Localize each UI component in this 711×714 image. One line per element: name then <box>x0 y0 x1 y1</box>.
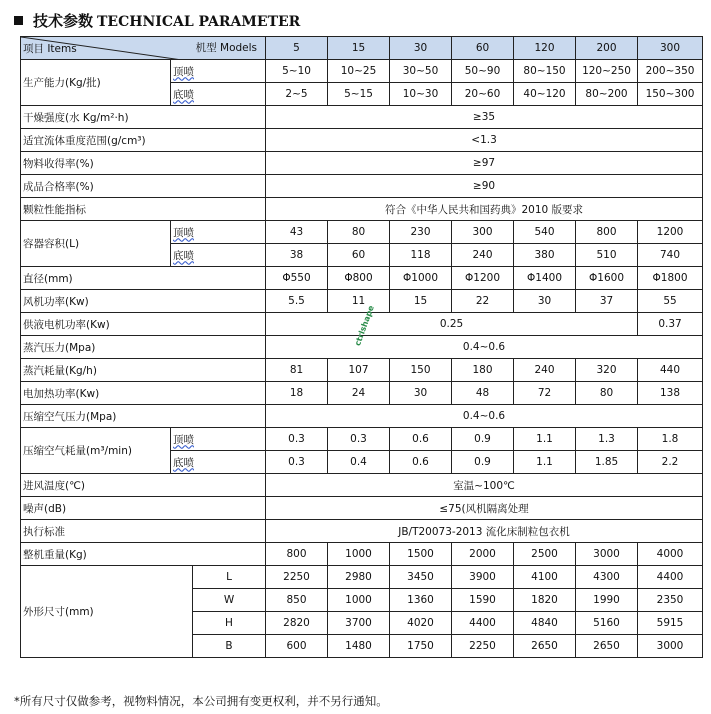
table-row-noise <box>21 497 703 520</box>
row-label: 电加热功率(Kw) <box>21 382 266 405</box>
value-cell: 30~50 <box>390 60 452 83</box>
value-cell: 1500 <box>390 543 452 566</box>
value-cell: 380 <box>514 244 576 267</box>
value-cell: 0.3 <box>328 428 390 451</box>
value-cell: 4300 <box>576 566 638 589</box>
value-cell: Φ1800 <box>638 267 703 290</box>
value-cell: 1.1 <box>514 428 576 451</box>
value-cell: 22 <box>452 290 514 313</box>
value-cell: 18 <box>266 382 328 405</box>
value-cell: 1820 <box>514 589 576 612</box>
value-cell: 2650 <box>514 635 576 658</box>
merged-value-cell: 0.4~0.6 <box>266 405 703 428</box>
value-cell: 80 <box>328 221 390 244</box>
row-label: 直径(mm) <box>21 267 266 290</box>
value-cell: 2250 <box>266 566 328 589</box>
value-cell: 1990 <box>576 589 638 612</box>
merged-value-cell: ≥90 <box>266 175 703 198</box>
value-cell: 240 <box>452 244 514 267</box>
value-cell: 80~200 <box>576 83 638 106</box>
value-cell: 150~300 <box>638 83 703 106</box>
value-cell: 0.3 <box>266 451 328 474</box>
table-row-weight <box>21 543 703 566</box>
value-cell: 300 <box>452 221 514 244</box>
value-cell: 180 <box>452 359 514 382</box>
value-cell: 2~5 <box>266 83 328 106</box>
square-bullet-icon <box>14 16 23 25</box>
value-cell: 60 <box>328 244 390 267</box>
value-cell: 2980 <box>328 566 390 589</box>
value-cell: 0.4 <box>328 451 390 474</box>
value-cell: 0.3 <box>266 428 328 451</box>
merged-value-cell: ≤75(风机隔离处理 <box>266 497 703 520</box>
value-cell: 1590 <box>452 589 514 612</box>
table-row-capacity-top <box>21 60 703 83</box>
value-cell: 40~120 <box>514 83 576 106</box>
value-cell: 2.2 <box>638 451 703 474</box>
header-diagonal-cell <box>21 37 266 60</box>
row-label: 颗粒性能指标 <box>21 198 266 221</box>
value-cell: 1750 <box>390 635 452 658</box>
value-cell: 850 <box>266 589 328 612</box>
value-cell: 4020 <box>390 612 452 635</box>
table-row-air-pressure <box>21 405 703 428</box>
model-header: 200 <box>576 37 638 60</box>
value-cell: 120~250 <box>576 60 638 83</box>
value-cell: 1000 <box>328 543 390 566</box>
value-cell: 4840 <box>514 612 576 635</box>
value-cell: 740 <box>638 244 703 267</box>
table-row-density <box>21 129 703 152</box>
row-label: 进风温度(℃) <box>21 474 266 497</box>
row-label: 生产能力(Kg/批) <box>21 60 171 106</box>
value-cell: 2500 <box>514 543 576 566</box>
row-label: 压缩空气耗量(m³/min) <box>21 428 171 474</box>
model-header: 120 <box>514 37 576 60</box>
sub-label <box>171 244 266 267</box>
value-cell: 2000 <box>452 543 514 566</box>
value-cell: 0.9 <box>452 451 514 474</box>
merged-value-cell: ≥97 <box>266 152 703 175</box>
value-cell: 38 <box>266 244 328 267</box>
value-cell: 1200 <box>638 221 703 244</box>
value-cell: 5~10 <box>266 60 328 83</box>
value-cell: 230 <box>390 221 452 244</box>
table-row-standard <box>21 520 703 543</box>
model-header: 30 <box>390 37 452 60</box>
value-cell: 320 <box>576 359 638 382</box>
value-cell: 107 <box>328 359 390 382</box>
watermark-stamp: ctrlshape <box>353 304 376 348</box>
value-cell: 1.8 <box>638 428 703 451</box>
table-row-fan <box>21 290 703 313</box>
cell-text: 顶喷 <box>173 433 194 446</box>
value-cell: 1.3 <box>576 428 638 451</box>
row-label: 蒸汽耗量(Kg/h) <box>21 359 266 382</box>
value-cell: Φ1200 <box>452 267 514 290</box>
cell-text: 底喷 <box>173 456 194 469</box>
table-row-air-top <box>21 428 703 451</box>
merged-value-cell: 0.4~0.6 <box>266 336 703 359</box>
table-row-diameter <box>21 267 703 290</box>
footnote: *所有尺寸仅做参考，视物料情况，本公司拥有变更权利，并不另行通知。 <box>14 694 388 708</box>
value-cell: 10~30 <box>390 83 452 106</box>
merged-value-cell: 0.25 <box>266 313 638 336</box>
sub-label <box>171 221 266 244</box>
value-cell: 30 <box>514 290 576 313</box>
merged-value-cell: 符合《中华人民共和国药典》2010 版要求 <box>266 198 703 221</box>
value-cell: 600 <box>266 635 328 658</box>
row-label: 压缩空气压力(Mpa) <box>21 405 266 428</box>
value-cell: Φ1400 <box>514 267 576 290</box>
value-cell: 4400 <box>638 566 703 589</box>
value-cell: 80~150 <box>514 60 576 83</box>
value-cell: 43 <box>266 221 328 244</box>
table-row-pass_rate <box>21 175 703 198</box>
row-label: 风机功率(Kw) <box>21 290 266 313</box>
section-title <box>14 10 300 32</box>
value-cell: 2820 <box>266 612 328 635</box>
sub-label <box>171 451 266 474</box>
value-cell: 240 <box>514 359 576 382</box>
value-cell: 1.85 <box>576 451 638 474</box>
value-cell: 5160 <box>576 612 638 635</box>
dim-label: H <box>193 612 266 635</box>
value-cell: 81 <box>266 359 328 382</box>
value-cell: 5915 <box>638 612 703 635</box>
header-row <box>21 37 703 60</box>
cell-text: 顶喷 <box>173 226 194 239</box>
value-cell: Φ550 <box>266 267 328 290</box>
table-row-heater <box>21 382 703 405</box>
value-cell: 72 <box>514 382 576 405</box>
table-row-recovery <box>21 152 703 175</box>
value-cell: 5.5 <box>266 290 328 313</box>
value-cell: 24 <box>328 382 390 405</box>
value-cell: 150 <box>390 359 452 382</box>
cell-text: 底喷 <box>173 88 194 101</box>
model-header: 60 <box>452 37 514 60</box>
value-cell: 200~350 <box>638 60 703 83</box>
model-header: 15 <box>328 37 390 60</box>
row-label: 适宜流体重度范围(g/cm³) <box>21 129 266 152</box>
value-cell: 118 <box>390 244 452 267</box>
value-cell: 55 <box>638 290 703 313</box>
value-cell: 3000 <box>638 635 703 658</box>
value-cell: 80 <box>576 382 638 405</box>
value-cell: 138 <box>638 382 703 405</box>
value-cell: 0.6 <box>390 428 452 451</box>
table-row-drying <box>21 106 703 129</box>
value-cell: 15 <box>390 290 452 313</box>
value-cell: 510 <box>576 244 638 267</box>
value-cell: 3900 <box>452 566 514 589</box>
value-cell: Φ1600 <box>576 267 638 290</box>
value-cell: 0.37 <box>638 313 703 336</box>
spec-table <box>20 36 703 658</box>
dim-label: W <box>193 589 266 612</box>
value-cell: 11 <box>328 290 390 313</box>
row-label: 蒸汽压力(Mpa) <box>21 336 266 359</box>
value-cell: 2650 <box>576 635 638 658</box>
merged-value-cell: JB/T20073-2013 流化床制粒包衣机 <box>266 520 703 543</box>
value-cell: 37 <box>576 290 638 313</box>
row-label: 干燥强度(水 Kg/m²·h) <box>21 106 266 129</box>
models-label: 机型 Models <box>195 42 258 54</box>
title-en: TECHNICAL PARAMETER <box>97 14 301 30</box>
value-cell: 3450 <box>390 566 452 589</box>
model-header: 5 <box>266 37 328 60</box>
cell-text: 顶喷 <box>173 65 194 78</box>
value-cell: 5~15 <box>328 83 390 106</box>
value-cell: 1360 <box>390 589 452 612</box>
table-row-volume-top <box>21 221 703 244</box>
value-cell: 0.9 <box>452 428 514 451</box>
value-cell: 4100 <box>514 566 576 589</box>
row-label: 物料收得率(%) <box>21 152 266 175</box>
row-label: 外形尺寸(mm) <box>21 566 193 658</box>
merged-value-cell: ≥35 <box>266 106 703 129</box>
dim-label: L <box>193 566 266 589</box>
table-row-dim-L <box>21 566 703 589</box>
table-row-steam-consumption <box>21 359 703 382</box>
dim-label: B <box>193 635 266 658</box>
value-cell: 1000 <box>328 589 390 612</box>
value-cell: Φ1000 <box>390 267 452 290</box>
merged-value-cell: 室温~100℃ <box>266 474 703 497</box>
value-cell: 2250 <box>452 635 514 658</box>
sub-label <box>171 428 266 451</box>
cell-text: 底喷 <box>173 249 194 262</box>
row-label: 噪声(dB) <box>21 497 266 520</box>
value-cell: 20~60 <box>452 83 514 106</box>
sub-label <box>171 83 266 106</box>
value-cell: 1.1 <box>514 451 576 474</box>
value-cell: 540 <box>514 221 576 244</box>
value-cell: 4000 <box>638 543 703 566</box>
row-label: 容器容积(L) <box>21 221 171 267</box>
items-label: 项目 Items <box>23 43 77 55</box>
value-cell: 2350 <box>638 589 703 612</box>
value-cell: 10~25 <box>328 60 390 83</box>
value-cell: 800 <box>576 221 638 244</box>
value-cell: 3700 <box>328 612 390 635</box>
value-cell: 800 <box>266 543 328 566</box>
model-header: 300 <box>638 37 703 60</box>
row-label: 整机重量(Kg) <box>21 543 266 566</box>
value-cell: 48 <box>452 382 514 405</box>
merged-value-cell: <1.3 <box>266 129 703 152</box>
value-cell: 50~90 <box>452 60 514 83</box>
row-label: 成品合格率(%) <box>21 175 266 198</box>
value-cell: 3000 <box>576 543 638 566</box>
value-cell: Φ800 <box>328 267 390 290</box>
title-cn: 技术参数 <box>33 12 94 30</box>
value-cell: 1480 <box>328 635 390 658</box>
sub-label <box>171 60 266 83</box>
value-cell: 30 <box>390 382 452 405</box>
value-cell: 440 <box>638 359 703 382</box>
table-row-inlet <box>21 474 703 497</box>
value-cell: 0.6 <box>390 451 452 474</box>
table-row-granule <box>21 198 703 221</box>
row-label: 供液电机功率(Kw) <box>21 313 266 336</box>
row-label: 执行标准 <box>21 520 266 543</box>
value-cell: 4400 <box>452 612 514 635</box>
